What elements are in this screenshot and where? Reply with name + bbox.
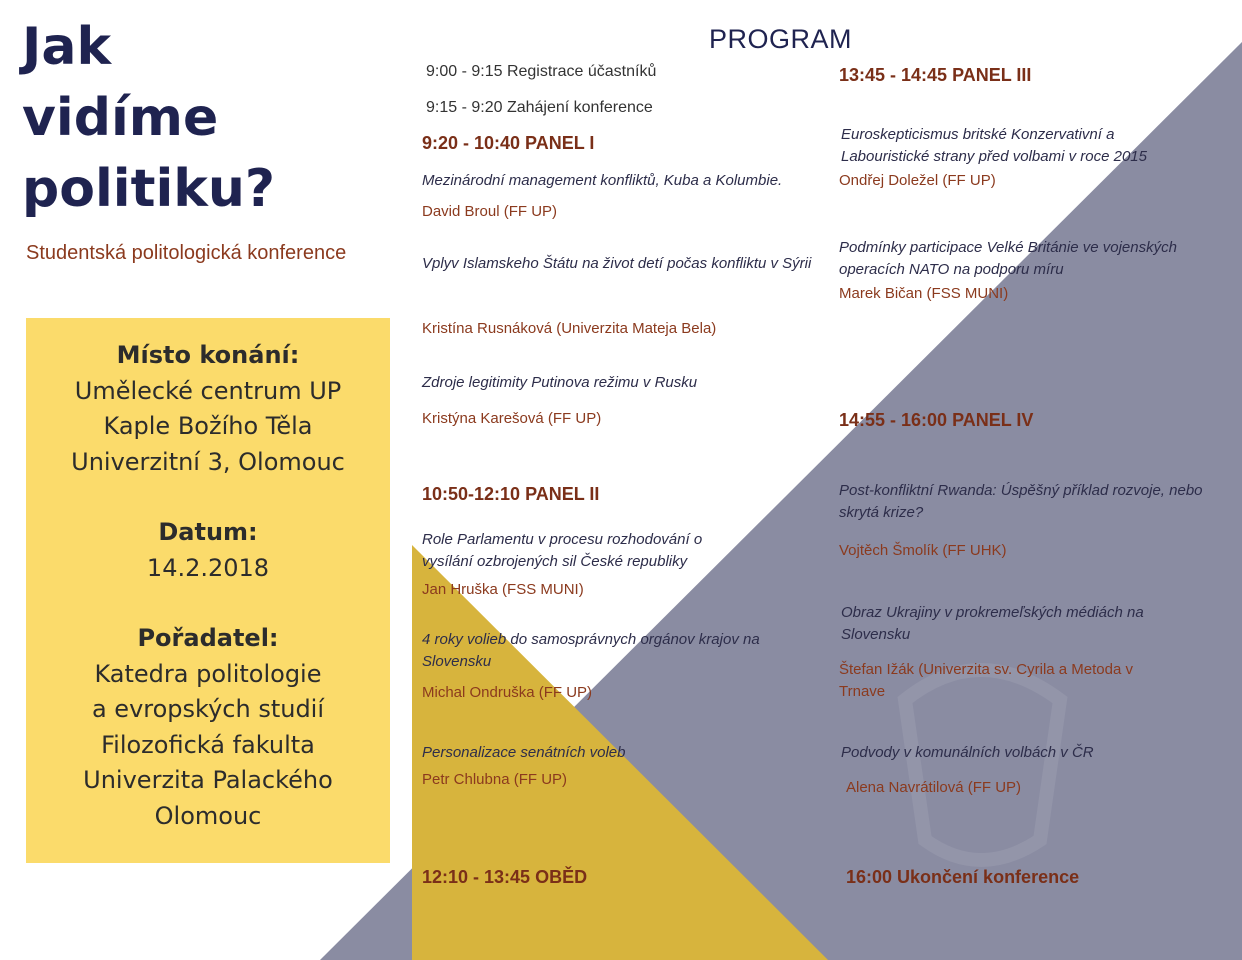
- panel2-heading: 10:50-12:10 PANEL II: [422, 484, 600, 504]
- opening-slot: 9:15 - 9:20 Zahájení konference: [426, 99, 653, 116]
- date-value: 14.2.2018: [146, 553, 270, 582]
- talk-title: Mezinárodní management konfliktů, Kuba a Kolumbie.: [422, 172, 783, 189]
- talk-title: Personalizace senátních voleb: [422, 744, 626, 761]
- title-line: vidíme: [22, 88, 219, 148]
- place-line: Umělecké centrum UP: [74, 376, 342, 405]
- talk-title: Obraz Ukrajiny v prokremeľských médiách na Slovensku: [841, 604, 1144, 643]
- place-line: Kaple Božího Těla: [103, 412, 313, 440]
- talk-title: Post-konfliktní Rwanda: Úspěšný příklad rozvoje, nebo skrytá krize?: [839, 482, 1203, 521]
- organizer-line: Univerzita Palackého: [83, 766, 333, 794]
- talk-speaker: Michal Ondruška (FF UP): [422, 684, 593, 701]
- talk-speaker: Alena Navrátilová (FF UP): [846, 779, 1022, 796]
- talk-title: Zdroje legitimity Putinova režimu v Rusku: [422, 374, 698, 391]
- date-label: Datum:: [158, 518, 258, 546]
- info-box: [26, 318, 390, 863]
- panel1-heading: 9:20 - 10:40 PANEL I: [422, 133, 595, 153]
- talk-title: Vplyv Islamskeho Štátu na život detí počas konfliktu v Sýrii: [422, 255, 812, 272]
- panel3-heading: 13:45 - 14:45 PANEL III: [839, 65, 1032, 85]
- closing-slot: 16:00 Ukončení konference: [846, 867, 1080, 887]
- talk-title: Role Parlamentu v procesu rozhodování o vysílání ozbrojených sil České republiky: [422, 531, 703, 570]
- talk-speaker: Štefan Ižák (Univerzita sv. Cyrila a Metoda v Trnave: [839, 661, 1133, 700]
- title-line: politiku?: [22, 159, 276, 219]
- organizer-line: a evropských studií: [91, 695, 325, 723]
- talk-speaker: Ondřej Doležel (FF UP): [839, 172, 996, 189]
- lunch-slot: 12:10 - 13:45 OBĚD: [422, 867, 588, 887]
- registration-slot: 9:00 - 9:15 Registrace účastníků: [426, 63, 657, 80]
- title-line: Jak: [22, 17, 112, 77]
- talk-speaker: Vojtěch Šmolík (FF UHK): [839, 542, 1007, 559]
- talk-title: Euroskepticismus britské Konzervativní a Labouristické strany před volbami v roce 2015: [841, 126, 1147, 165]
- organizer-label: Pořadatel:: [137, 624, 279, 652]
- page-title: [22, 12, 275, 225]
- talk-speaker: Kristína Rusnáková (Univerzita Mateja Bela): [422, 320, 717, 337]
- talk-title: Podvody v komunálních volbách v ČR: [841, 744, 1094, 761]
- talk-speaker: Petr Chlubna (FF UP): [422, 771, 568, 788]
- program-title: PROGRAM: [709, 24, 853, 54]
- subtitle: Studentská politologická konference: [26, 242, 347, 264]
- talk-speaker: Kristýna Karešová (FF UP): [422, 410, 602, 427]
- organizer-line: Olomouc: [154, 801, 262, 830]
- organizer-line: Filozofická fakulta: [101, 730, 315, 759]
- talk-title: 4 roky volieb do samosprávnych orgánov krajov na Slovensku: [422, 631, 760, 670]
- talk-speaker: David Broul (FF UP): [422, 203, 558, 220]
- organizer-line: Katedra politologie: [94, 659, 322, 688]
- talk-speaker: Jan Hruška (FSS MUNI): [422, 581, 584, 598]
- panel4-heading: 14:55 - 16:00 PANEL IV: [839, 410, 1034, 430]
- talk-title: Podmínky participace Velké Británie ve vojenských operacích NATO na podporu míru: [839, 239, 1177, 278]
- talk-speaker: Marek Bičan (FSS MUNI): [839, 285, 1009, 302]
- place-line: Univerzitní 3, Olomouc: [71, 447, 345, 476]
- place-label: Místo konání:: [116, 341, 300, 369]
